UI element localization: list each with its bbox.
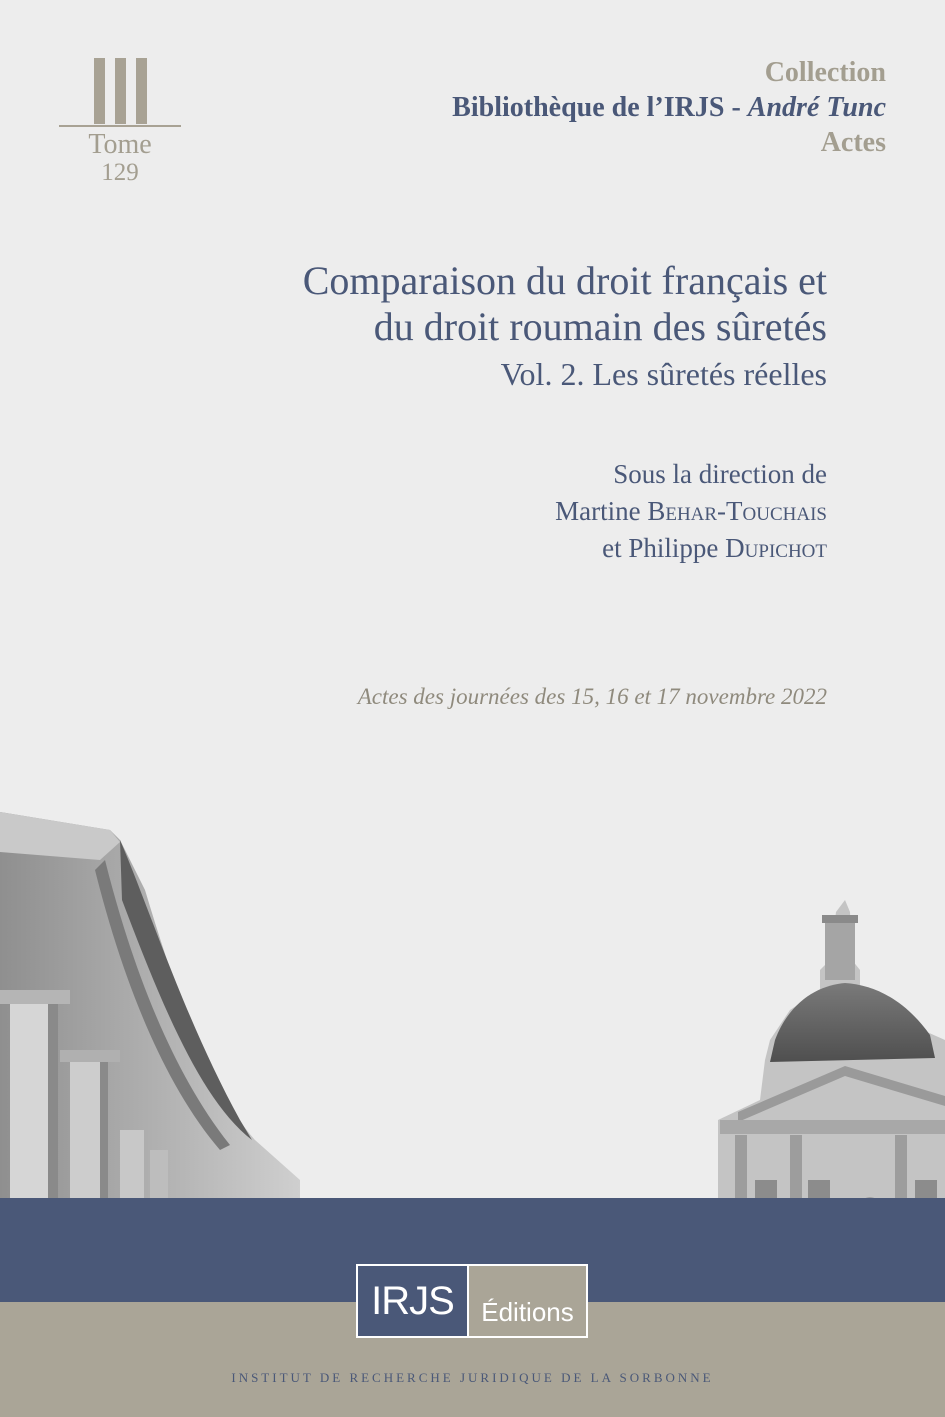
editor-conjunction: et bbox=[602, 533, 622, 563]
volume-title: Vol. 2. Les sûretés réelles bbox=[500, 356, 827, 392]
editor-2-last: Dupichot bbox=[725, 533, 827, 563]
editors-block bbox=[555, 456, 827, 567]
editor-2-first: Philippe bbox=[628, 533, 719, 563]
title-line-2: du droit roumain des sûretés bbox=[373, 304, 827, 349]
editions-logo-text: Éditions bbox=[469, 1266, 586, 1336]
tome-label: Tome bbox=[88, 129, 152, 160]
proceedings-line: Actes des journées des 15, 16 et 17 novembre 2022 bbox=[357, 684, 827, 709]
collection-name-italic: André Tunc bbox=[747, 92, 886, 123]
tome-number: 129 bbox=[101, 159, 139, 186]
direction-intro: Sous la direction de bbox=[613, 459, 827, 489]
collection-block bbox=[452, 55, 886, 160]
collection-name bbox=[452, 90, 886, 125]
collection-name-prefix: Bibliothèque de l’IRJS - bbox=[452, 92, 748, 123]
editor-1-last: Behar-Touchais bbox=[647, 496, 827, 526]
collection-series: Actes bbox=[820, 127, 886, 158]
roman-numeral-bars bbox=[94, 58, 147, 124]
irjs-logo-text: IRJS bbox=[358, 1266, 469, 1336]
collection-label: Collection bbox=[764, 57, 886, 88]
editor-1-first: Martine bbox=[555, 496, 641, 526]
editor-1 bbox=[555, 493, 827, 530]
tome-mark bbox=[59, 58, 181, 193]
editor-2 bbox=[555, 530, 827, 567]
tome-rule bbox=[59, 125, 181, 127]
irjs-editions-logo bbox=[356, 1264, 588, 1338]
institute-name: INSTITUT DE RECHERCHE JURIDIQUE DE LA SORBONNE bbox=[231, 1370, 714, 1385]
book-title bbox=[303, 258, 827, 398]
title-line-1: Comparaison du droit français et bbox=[302, 258, 827, 303]
